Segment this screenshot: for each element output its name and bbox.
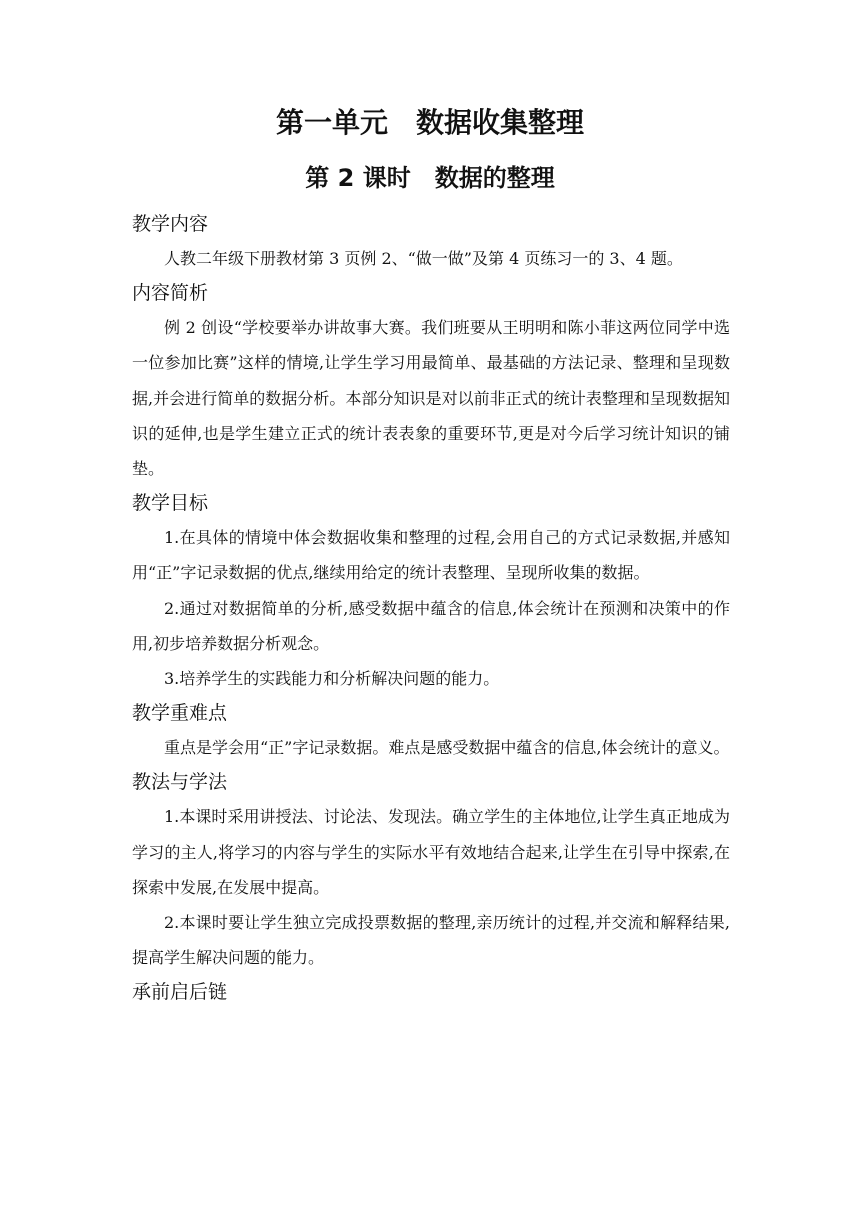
document-body	[132, 207, 730, 1009]
paragraph: 例 2 创设“学校要举办讲故事大赛。我们班要从王明明和陈小菲这两位同学中选一位参加比赛”这样的情境,让学生学习用最简单、最基础的方法记录、整理和呈现数据,并会进行简单的数据分析。本部分知识是对以前非正式的统计表整理和呈现数据知识的延伸,也是学生建立正式的统计表表象的重要环节,更是对今后学习统计知识的铺垫。	[132, 318, 730, 479]
section-heading-teaching-content: 教学内容	[132, 213, 209, 235]
unit-title: 第一单元 数据收集整理	[275, 106, 584, 139]
lesson-title: 第 2 课时 数据的整理	[305, 164, 555, 192]
paragraph: 1.在具体的情境中体会数据收集和整理的过程,会用自己的方式记录数据,并感知用“正”字记录数据的优点,继续用给定的统计表整理、呈现所收集的数据。	[132, 528, 730, 583]
section-heading-key-difficulties: 教学重难点	[132, 702, 228, 725]
paragraph: 1.本课时采用讲授法、讨论法、发现法。确立学生的主体地位,让学生真正地成为学习的主人,将学习的内容与学生的实际水平有效地结合起来,让学生在引导中探索,在探索中发展,在发展中提高。	[132, 807, 730, 897]
paragraph: 2.本课时要让学生独立完成投票数据的整理,亲历统计的过程,并交流和解释结果,提高学生解决问题的能力。	[132, 913, 730, 968]
paragraph: 人教二年级下册教材第 3 页例 2、“做一做”及第 4 页练习一的 3、4 题。	[164, 249, 683, 268]
paragraph: 2.通过对数据简单的分析,感受数据中蕴含的信息,体会统计在预测和决策中的作用,初步培养数据分析观念。	[132, 598, 730, 653]
section-heading-content-analysis: 内容简析	[132, 282, 209, 305]
paragraph: 3.培养学生的实践能力和分析解决问题的能力。	[164, 669, 500, 689]
section-heading-teaching-goals: 教学目标	[132, 492, 209, 515]
section-heading-chain: 承前启后链	[132, 981, 228, 1004]
paragraph: 重点是学会用“正”字记录数据。难点是感受数据中蕴含的信息,体会统计的意义。	[164, 738, 730, 758]
section-heading-methods: 教法与学法	[132, 771, 228, 794]
